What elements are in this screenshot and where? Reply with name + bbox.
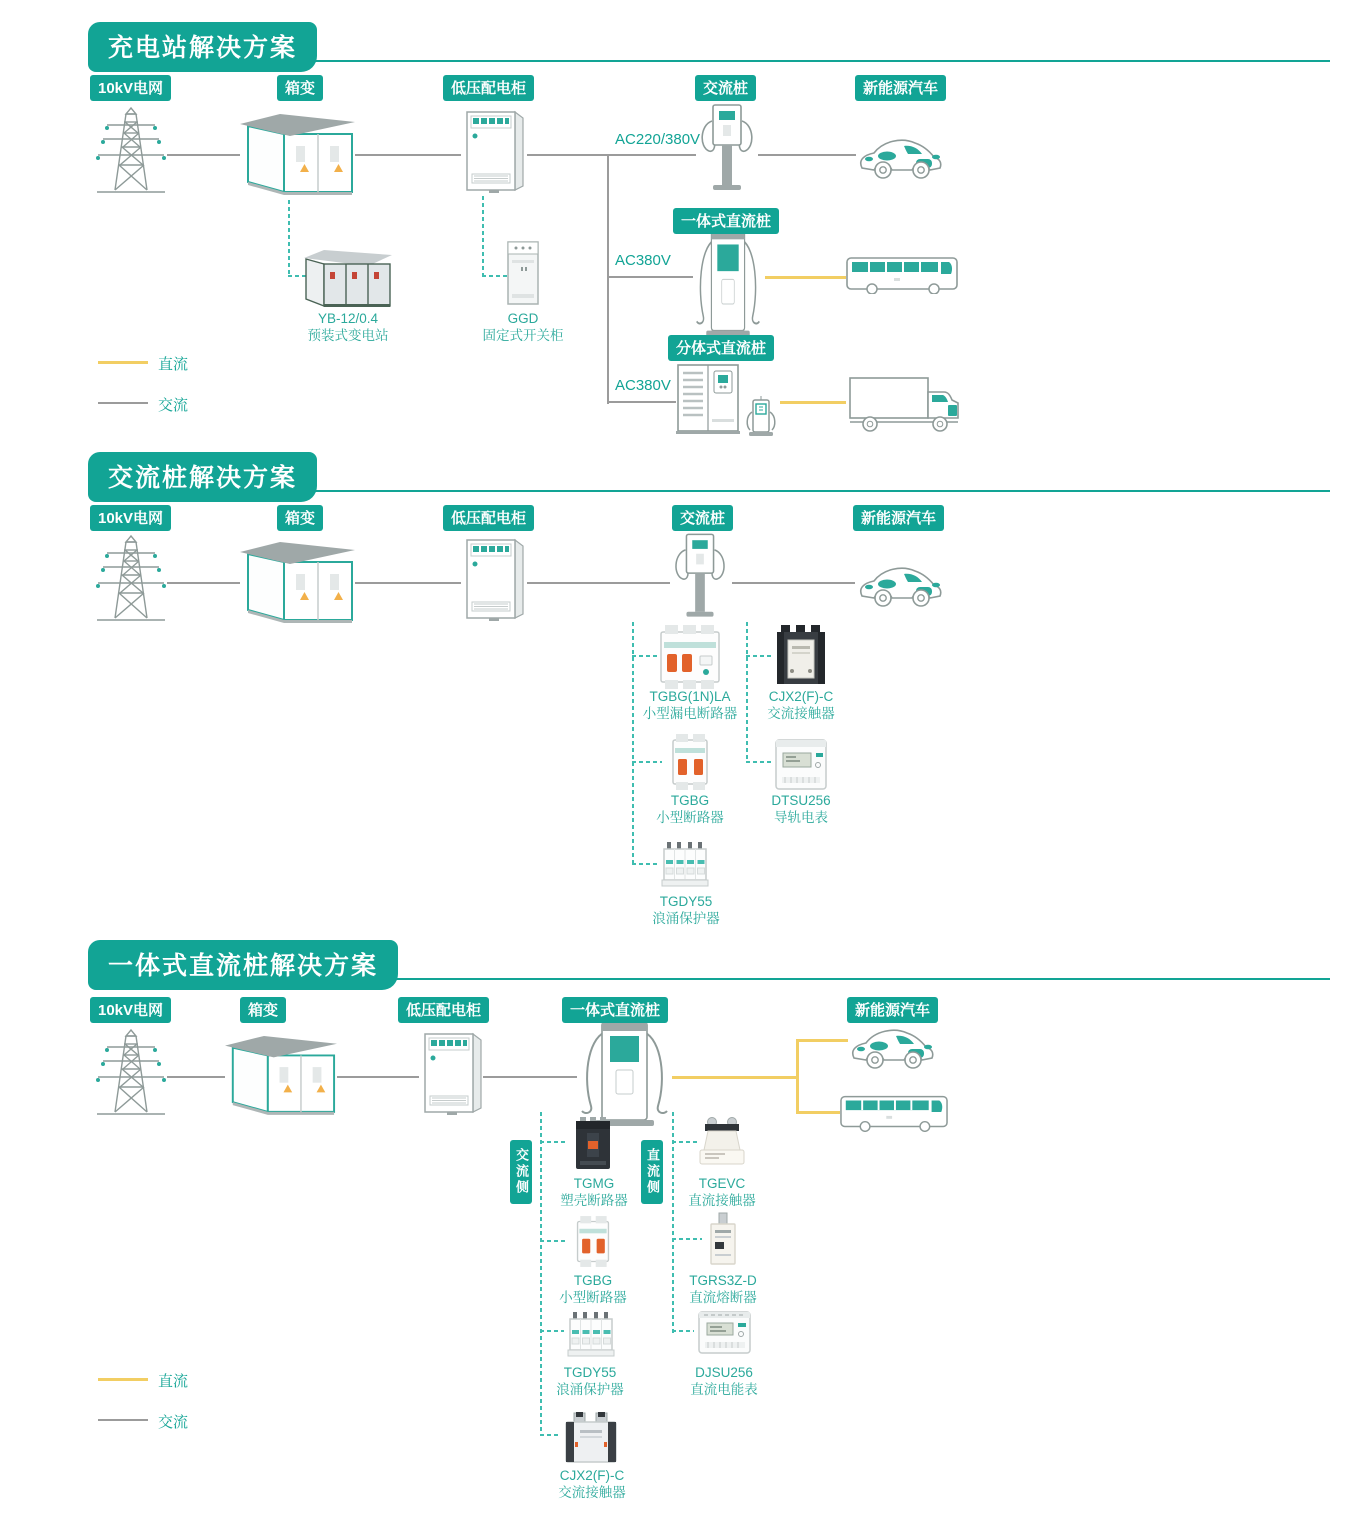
transmission-tower-icon <box>95 1028 167 1118</box>
ac-charging-pile-icon <box>696 103 758 193</box>
dtsu256-name: 导轨电表 <box>774 810 828 825</box>
tgdy55-spd-photo <box>660 840 710 888</box>
tgbg-name: 小型断路器 <box>656 810 724 825</box>
tgevc-label <box>637 1175 807 1209</box>
s3-line-transformer-cabinet <box>337 1076 419 1078</box>
s3-line-cabinet-dcpile <box>483 1076 577 1078</box>
s2-node-grid: 10kV电网 <box>90 505 171 531</box>
ev-bus-icon <box>846 256 958 294</box>
s1-line-cabinet-acpile <box>527 154 696 156</box>
s1-line-acpile-car <box>758 154 856 156</box>
djsu256-model: DJSU256 <box>695 1365 753 1380</box>
section3-title: 一体式直流桩解决方案 <box>88 940 398 990</box>
tgdy55-model: TGDY55 <box>659 894 713 909</box>
s3-stub-1 <box>540 1141 568 1143</box>
s1-node-ev: 新能源汽车 <box>855 75 946 101</box>
tgrs3zd-name: 直流熔断器 <box>689 1290 757 1305</box>
transmission-tower-icon <box>95 534 167 624</box>
cjx2-label <box>716 688 886 722</box>
s3-line-branch-bus <box>796 1111 840 1114</box>
box-transformer-icon <box>240 530 355 626</box>
s3-line-branch-car <box>796 1039 848 1042</box>
s1-legend-dc-label: 直流 <box>158 356 189 373</box>
ggd-switchgear-photo <box>506 240 540 308</box>
tgevc-model: TGEVC <box>698 1176 746 1191</box>
s1-line-transformer-cabinet <box>355 154 461 156</box>
s3-node-transformer: 箱变 <box>240 997 286 1023</box>
s1-node-lv-cabinet: 低压配电柜 <box>443 75 534 101</box>
tgrs3zd-model: TGRS3Z-D <box>689 1273 757 1288</box>
s3-cjx2-name: 交流接触器 <box>558 1485 626 1500</box>
s1-trunk-line <box>607 154 609 404</box>
cjx2-contactor-photo <box>772 624 830 688</box>
s2-line-transformer-cabinet <box>355 582 461 584</box>
s3-legend-ac-label: 交流 <box>158 1414 189 1431</box>
s3-legend-dc-line <box>98 1378 148 1381</box>
s3-stub-6 <box>672 1238 702 1240</box>
s1-line-dispenser-truck <box>780 401 846 404</box>
s2-stub-5 <box>746 761 772 763</box>
s3-stub-3 <box>540 1330 564 1332</box>
box-transformer-icon <box>225 1024 337 1118</box>
s1-tag-dc-split: 分体式直流桩 <box>668 335 774 361</box>
djsu256-meter-photo <box>696 1309 753 1356</box>
s2-stub-4 <box>746 655 772 657</box>
s3-tgbg-name: 小型断路器 <box>559 1290 627 1305</box>
s2-line-grid-transformer <box>167 582 240 584</box>
s1-line-grid-transformer <box>167 154 240 156</box>
dtsu256-label <box>716 792 886 826</box>
s3-cjx2-label <box>507 1467 677 1501</box>
tgdy55-label <box>601 893 771 927</box>
section2-title: 交流桩解决方案 <box>88 452 317 502</box>
ggd-model: GGD <box>507 311 539 326</box>
s2-node-ev: 新能源汽车 <box>853 505 944 531</box>
yb-label <box>263 310 433 344</box>
tgmg-model: TGMG <box>573 1176 615 1191</box>
s2-line-acpile-car <box>732 582 855 584</box>
s3-line-dcpile-branch <box>672 1076 798 1079</box>
s1-legend-dc-line <box>98 361 148 364</box>
tgbg-model: TGBG <box>670 793 710 808</box>
s3-dc-branch-vertical <box>796 1039 799 1114</box>
s1-node-transformer: 箱变 <box>277 75 323 101</box>
s3-node-lv-cabinet: 低压配电柜 <box>398 997 489 1023</box>
s2-node-ac-pile: 交流桩 <box>672 505 733 531</box>
s3-tgbg-model: TGBG <box>573 1273 613 1288</box>
tgbg1nla-breaker-photo <box>655 622 725 692</box>
dtsu256-meter-photo <box>772 737 830 792</box>
s1-dash-cabinet-stub <box>482 275 508 277</box>
s1-branch3-voltage: AC380V <box>615 377 671 394</box>
lv-distribution-cabinet-icon <box>419 1026 485 1116</box>
s3-stub-5 <box>672 1141 698 1143</box>
tgrs3zd-fuse-photo <box>704 1212 742 1266</box>
tgdy55-spd-photo <box>566 1310 616 1358</box>
s1-node-ac-pile: 交流桩 <box>695 75 756 101</box>
transmission-tower-icon <box>95 106 167 196</box>
djsu256-name: 直流电能表 <box>690 1382 758 1397</box>
ggd-label <box>438 310 608 344</box>
dtsu256-model: DTSU256 <box>771 793 831 808</box>
ev-car-icon <box>856 554 944 610</box>
s3-stub-4 <box>540 1434 560 1436</box>
s3-stub-7 <box>672 1330 694 1332</box>
ev-car-icon <box>856 126 944 182</box>
s1-branch1-voltage: AC220/380V <box>615 131 701 148</box>
s3-legend-dc-label: 直流 <box>158 1373 189 1390</box>
cjx2-model: CJX2(F)-C <box>768 689 834 704</box>
cjx2-name: 交流接触器 <box>767 706 835 721</box>
djsu256-label <box>639 1364 809 1398</box>
ev-bus-icon <box>840 1094 948 1132</box>
section1-title: 充电站解决方案 <box>88 22 317 72</box>
ev-truck-icon <box>848 374 968 434</box>
s1-line-dcpile-bus <box>765 276 846 279</box>
tgbg1nla-name: 小型漏电断路器 <box>642 706 738 721</box>
tgrs3zd-label <box>638 1272 808 1306</box>
s3-node-dc-pile: 一体式直流桩 <box>562 997 668 1023</box>
tgbg1nla-model: TGBG(1N)LA <box>649 689 731 704</box>
yb-name: 预装式变电站 <box>307 328 389 343</box>
s1-legend-ac-line <box>98 402 148 404</box>
lv-distribution-cabinet-icon <box>461 532 527 622</box>
s1-dash-transformer <box>288 200 290 276</box>
s1-line-trunk-dcpile <box>607 276 693 278</box>
ev-car-icon <box>848 1016 936 1072</box>
yb-model: YB-12/0.4 <box>317 311 379 326</box>
s1-node-grid: 10kV电网 <box>90 75 171 101</box>
split-dc-cabinet-icon <box>676 363 740 437</box>
cjx2-contactor-photo <box>562 1412 620 1465</box>
s3-side-tag-dc: 直流侧 <box>641 1140 663 1204</box>
tgbg-breaker-photo <box>573 1214 613 1269</box>
dc-charging-pile-icon <box>693 226 763 344</box>
s3-legend-ac-line <box>98 1419 148 1421</box>
tgmg-name: 塑壳断路器 <box>560 1193 628 1208</box>
ggd-name: 固定式开关柜 <box>482 328 564 343</box>
s3-line-grid-transformer <box>167 1076 225 1078</box>
s2-stub-3 <box>632 863 658 865</box>
s1-legend-ac-label: 交流 <box>158 397 189 414</box>
tgevc-contactor-photo <box>698 1116 746 1168</box>
s3-side-tag-ac: 交流侧 <box>510 1140 532 1204</box>
s2-node-lv-cabinet: 低压配电柜 <box>443 505 534 531</box>
s3-tgdy55-name: 浪涌保护器 <box>556 1382 624 1397</box>
s3-tgdy55-model: TGDY55 <box>563 1365 617 1380</box>
s3-stub-2 <box>540 1240 568 1242</box>
s1-line-trunk-splitdc <box>607 401 676 403</box>
s2-stub-2 <box>632 761 662 763</box>
s2-dash-left <box>632 622 634 865</box>
box-transformer-icon <box>240 102 355 198</box>
s2-node-transformer: 箱变 <box>277 505 323 531</box>
s2-line-cabinet-acpile <box>527 582 670 584</box>
yb-substation-photo <box>304 242 392 310</box>
s1-branch2-voltage: AC380V <box>615 252 671 269</box>
tgmg-mccb-photo <box>572 1116 614 1173</box>
s1-dash-cabinet <box>482 196 484 276</box>
s3-node-ev: 新能源汽车 <box>847 997 938 1023</box>
s3-cjx2-model: CJX2(F)-C <box>559 1468 625 1483</box>
s1-tag-dc-integrated: 一体式直流桩 <box>673 208 779 234</box>
lv-distribution-cabinet-icon <box>461 104 527 194</box>
ac-charging-pile-icon <box>670 532 730 620</box>
tgbg-breaker-photo <box>668 734 712 790</box>
s3-node-grid: 10kV电网 <box>90 997 171 1023</box>
tgdy55-name: 浪涌保护器 <box>652 911 720 926</box>
dc-dispenser-icon <box>744 394 778 438</box>
tgevc-name: 直流接触器 <box>688 1193 756 1208</box>
